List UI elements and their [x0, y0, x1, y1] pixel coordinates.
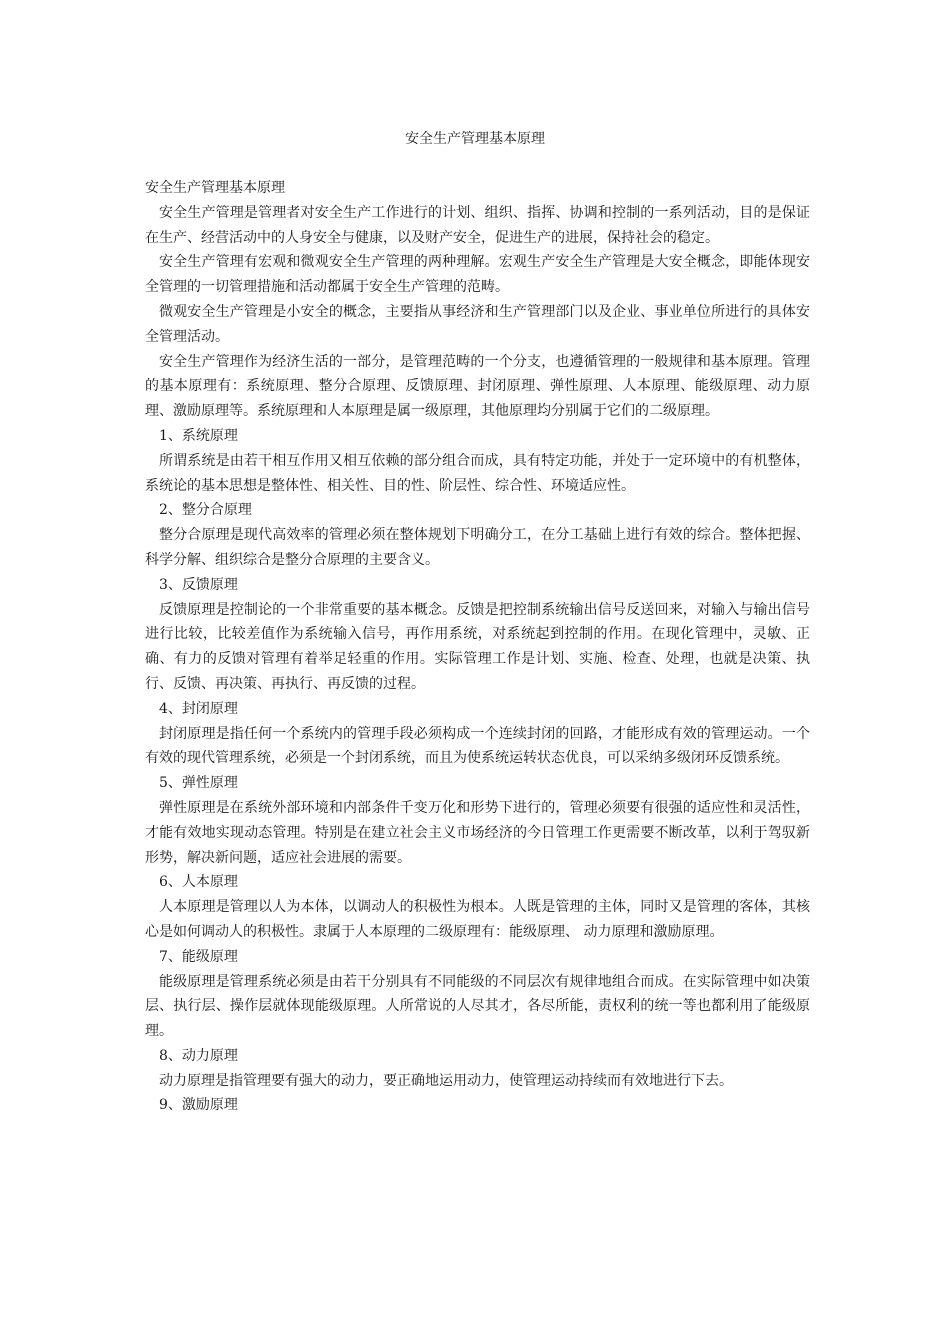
paragraph-system-principle: 所谓系统是由若干相互作用又相互依赖的部分组合而成，具有特定功能，并处于一定环境中的有机整体，系统论的基本思想是整体性、相关性、目的性、阶层性、综合性、环境适应性。: [145, 452, 810, 494]
section-heading: 安全生产管理基本原理: [145, 180, 285, 196]
paragraph-feedback-principle: 反馈原理是控制论的一个非常重要的基本概念。反馈是把控制系统输出信号反送回来，对输入与输出信号进行比较，比较差值作为系统输入信号，再作用系统，对系统起到控制的作用。在现化管理中，灵敏、正确、有力的反馈对管理有着举足轻重的作用。实际管理工作是计划、实施、检查、处理，也就是决策、执行、反馈、再决策、再执行、再反馈的过程。: [145, 601, 810, 692]
subheading-system-principle: 1、系统原理: [159, 427, 238, 444]
paragraph-closure-principle: 封闭原理是指任何一个系统内的管理手段必须构成一个连续封闭的回路，才能形成有效的管理运动。一个有效的现代管理系统，必须是一个封闭系统，而且为使系统运转状态优良，可以采纳多级闭环反馈系统。: [145, 725, 810, 767]
subheading-energy-level-principle: 7、能级原理: [159, 948, 238, 965]
paragraph-macro-micro: 安全生产管理有宏观和微观安全生产管理的两种理解。宏观生产安全生产管理是大安全概念，即能体现安全管理的一切管理措施和活动都属于安全生产管理的范畴。: [145, 254, 810, 296]
paragraph-intro: 安全生产管理是管理者对安全生产工作进行的计划、组织、指挥、协调和控制的一系列活动，目的是保证在生产、经营活动中的人身安全与健康，以及财产安全，促进生产的进展，保持社会的稳定。: [145, 204, 810, 246]
paragraph-micro: 微观安全生产管理是小安全的概念，主要指从事经济和生产管理部门以及企业、事业单位所进行的具体安全管理活动。: [145, 303, 810, 345]
subheading-feedback-principle: 3、反馈原理: [159, 576, 238, 593]
document-body: [145, 176, 810, 1118]
subheading-integration-principle: 2、整分合原理: [159, 502, 252, 519]
subheading-dynamic-principle: 8、动力原理: [159, 1047, 238, 1064]
paragraph-dynamic-principle: 动力原理是指管理要有强大的动力，要正确地运用动力，使管理运动持续而有效地进行下去。: [159, 1072, 733, 1089]
document-title: 安全生产管理基本原理: [405, 131, 545, 147]
subheading-human-principle: 6、人本原理: [159, 874, 238, 891]
paragraph-human-principle: 人本原理是管理以人为本体，以调动人的积极性为根本。人既是管理的主体，同时又是管理的客体，其核心是如何调动人的积极性。隶属于人本原理的二级原理有：能级原理、 动力原理和激励原理。: [145, 899, 810, 940]
subheading-elasticity-principle: 5、弹性原理: [159, 775, 238, 792]
subheading-closure-principle: 4、封闭原理: [159, 700, 238, 717]
paragraph-elasticity-principle: 弹性原理是在系统外部环境和内部条件千变万化和形势下进行的，管理必须要有很强的适应性和灵活性，才能有效地实现动态管理。特别是在建立社会主义市场经济的今日管理工作更需要不断改革，以利于驾驭新形势，解决新问题，适应社会进展的需要。: [145, 799, 810, 866]
subheading-incentive-principle: 9、激励原理: [159, 1097, 238, 1114]
paragraph-integration-principle: 整分合原理是现代高效率的管理必须在整体规划下明确分工，在分工基础上进行有效的综合。整体把握、科学分解、组织综合是整分合原理的主要含义。: [145, 527, 810, 568]
paragraph-energy-level-principle: 能级原理是管理系统必须是由若干分别具有不同能级的不同层次有规律地组合而成。在实际管理中如决策层、执行层、操作层就体现能级原理。人所常说的人尽其才，各尽所能，责权利的统一等也都利用了能级原理。: [145, 973, 810, 1040]
paragraph-principles-overview: 安全生产管理作为经济生活的一部分，是管理范畴的一个分支，也遵循管理的一般规律和基本原理。管理的基本原理有：系统原理、整分合原理、反馈原理、封闭原理、弹性原理、人本原理、能级原理、动力原理、激励原理等。系统原理和人本原理是属一级原理，其他原理均分别属于它们的二级原理。: [145, 353, 810, 420]
